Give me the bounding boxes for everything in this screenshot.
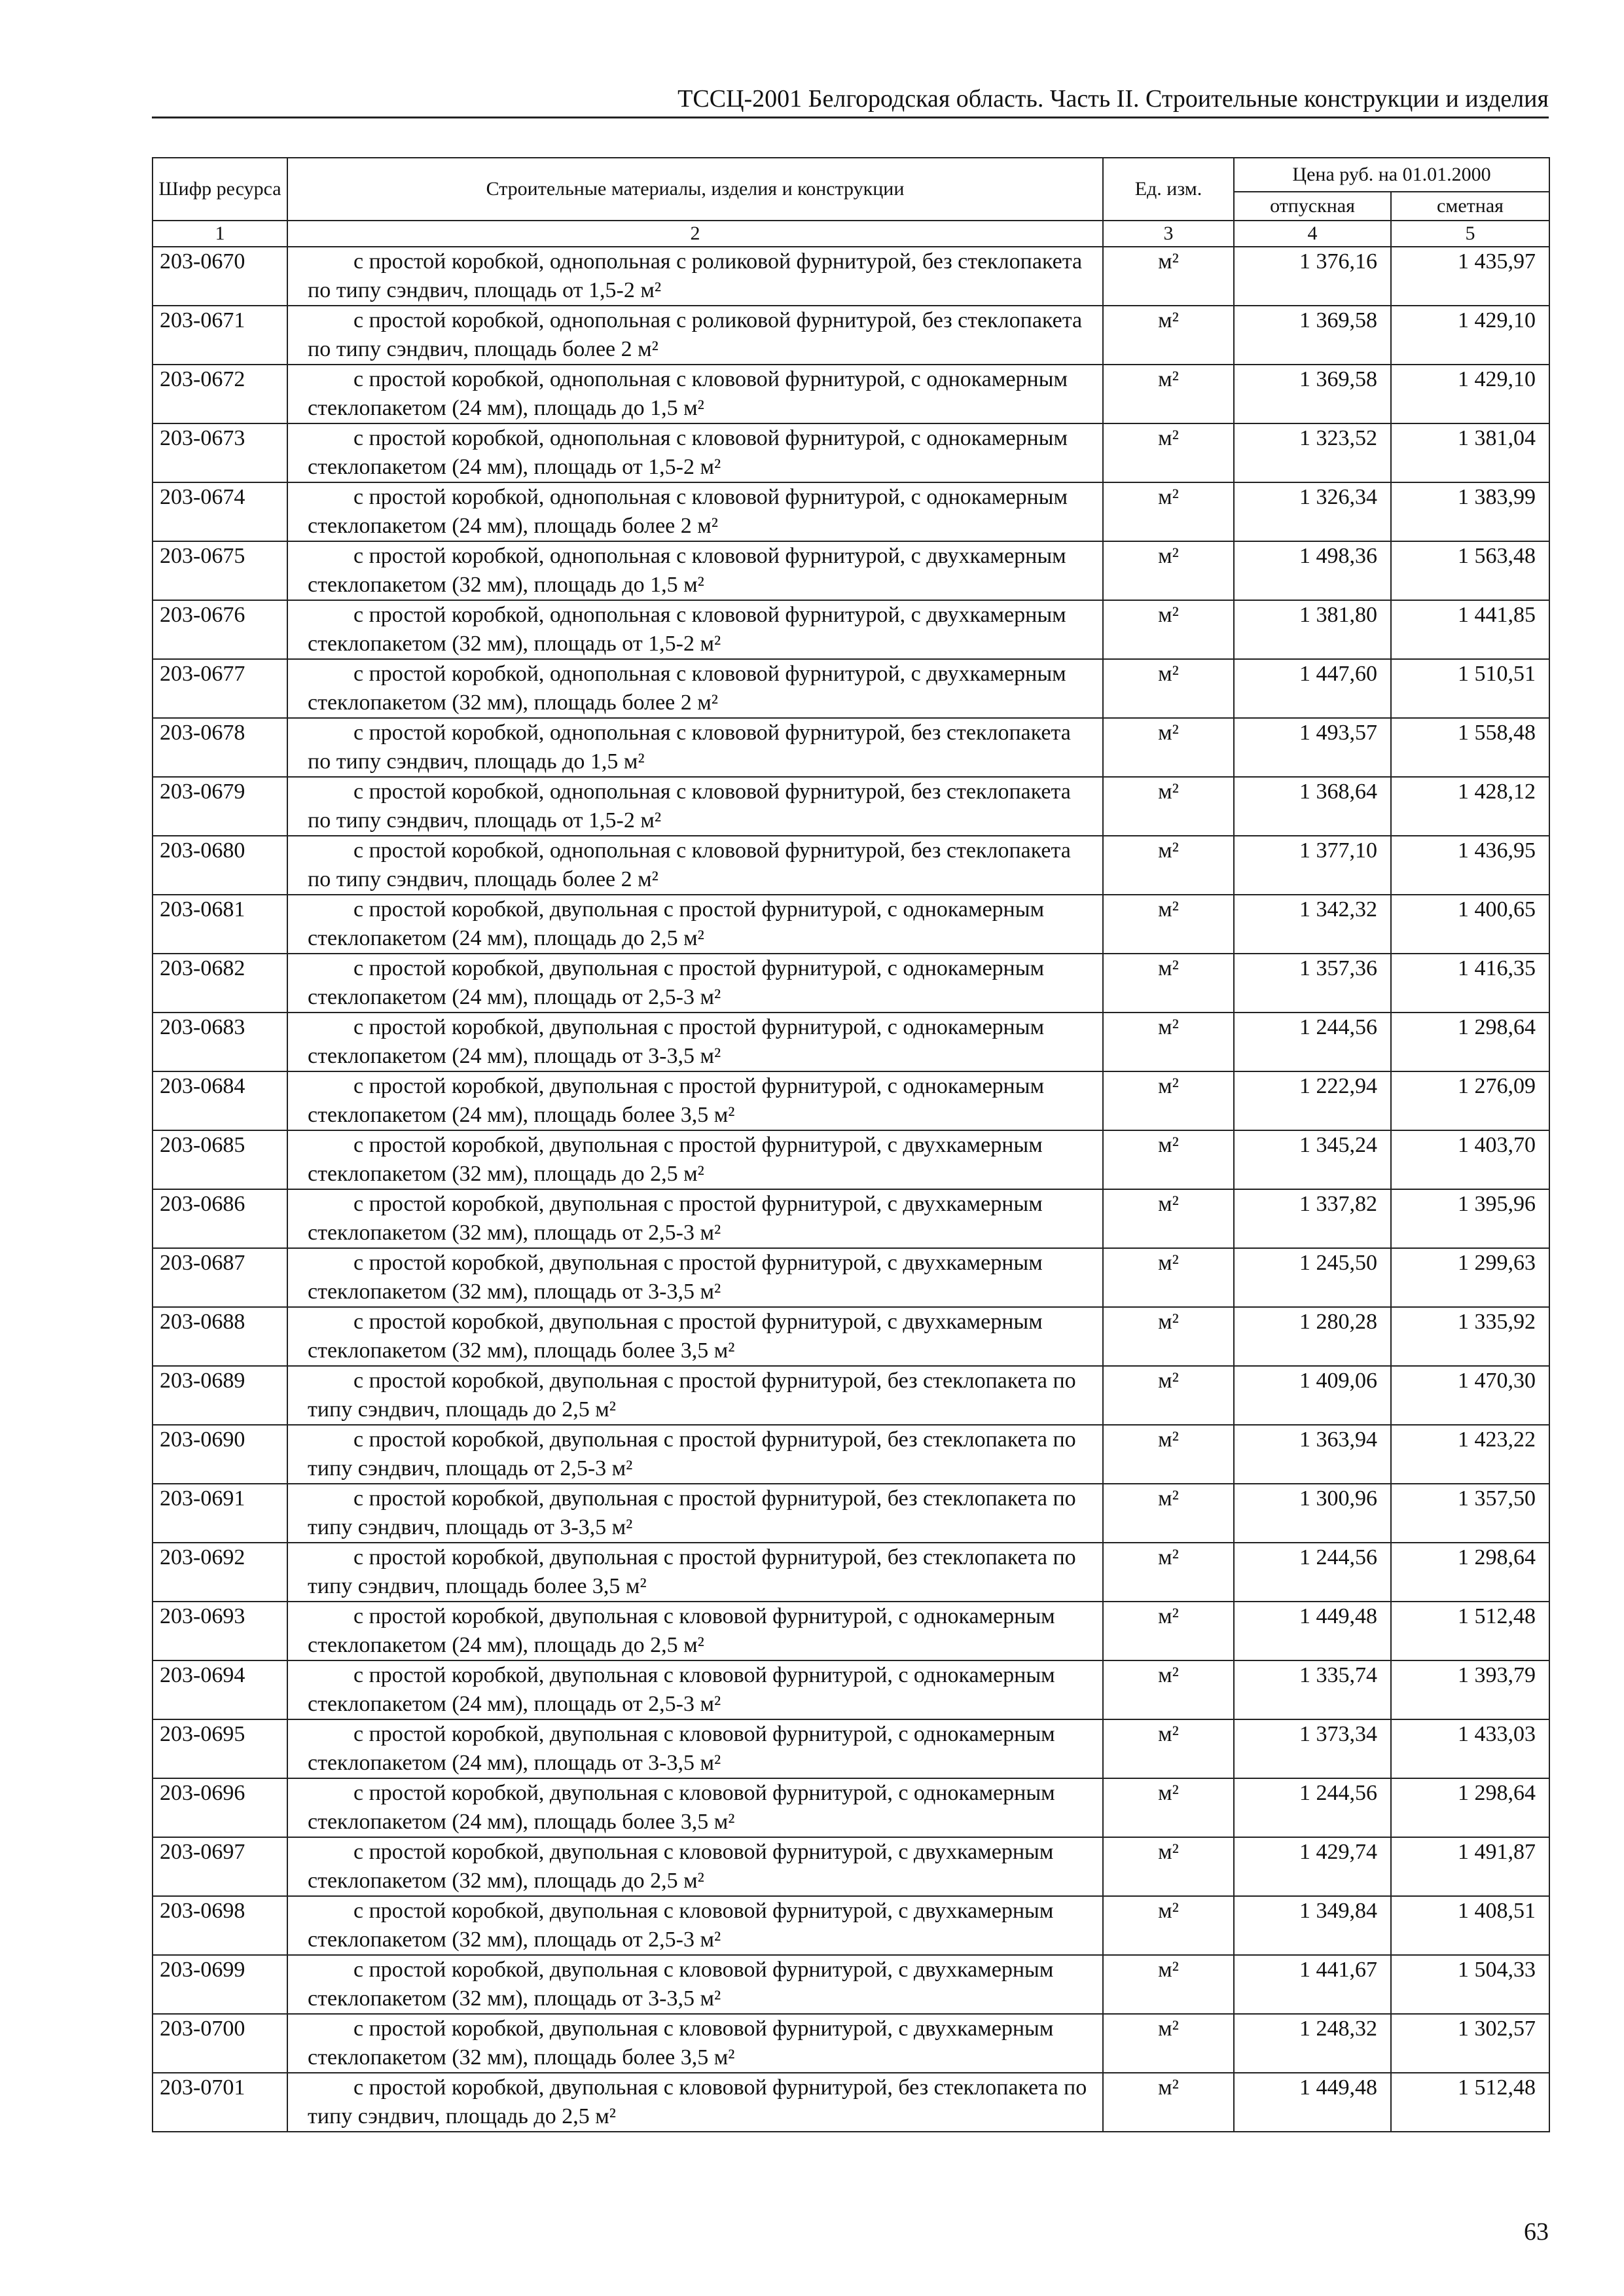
table-row	[153, 1189, 1549, 1248]
table-row	[153, 1660, 1549, 1719]
resource-code: 203-0680	[153, 836, 287, 895]
estimate-price: 1 400,65	[1391, 895, 1549, 954]
resource-code: 203-0671	[153, 306, 287, 365]
table-row	[153, 1896, 1549, 1955]
column-number: 4	[1234, 221, 1391, 247]
estimate-price: 1 436,95	[1391, 836, 1549, 895]
table-row	[153, 1484, 1549, 1543]
unit-cell: м²	[1103, 777, 1234, 836]
item-description: с простой коробкой, двупольная с простой фурнитурой, с однокамерным стеклопакетом (24 мм), площадь до 2,5 м²	[287, 895, 1103, 954]
unit-cell: м²	[1103, 659, 1234, 718]
unit-cell: м²	[1103, 541, 1234, 600]
item-description: с простой коробкой, двупольная с клововой фурнитурой, с двухкамерным стеклопакетом (32 мм), площадь более 3,5 м²	[287, 2014, 1103, 2073]
release-price: 1 248,32	[1234, 2014, 1391, 2073]
release-price: 1 409,06	[1234, 1366, 1391, 1425]
item-description: с простой коробкой, однопольная с клововой фурнитурой, без стеклопакета по типу сэндвич, площадь более 2 м²	[287, 836, 1103, 895]
unit-cell: м²	[1103, 836, 1234, 895]
unit-cell: м²	[1103, 1130, 1234, 1189]
item-description: с простой коробкой, двупольная с простой фурнитурой, без стеклопакета по типу сэндвич, площадь более 3,5 м²	[287, 1543, 1103, 1602]
resource-code: 203-0677	[153, 659, 287, 718]
item-description: с простой коробкой, двупольная с простой фурнитурой, с двухкамерным стеклопакетом (32 мм), площадь от 2,5-3 м²	[287, 1189, 1103, 1248]
release-price: 1 326,34	[1234, 482, 1391, 541]
unit-cell: м²	[1103, 247, 1234, 306]
item-description: с простой коробкой, двупольная с простой фурнитурой, с двухкамерным стеклопакетом (32 мм), площадь от 3-3,5 м²	[287, 1248, 1103, 1307]
table-row	[153, 365, 1549, 423]
release-price: 1 335,74	[1234, 1660, 1391, 1719]
unit-cell: м²	[1103, 2014, 1234, 2073]
table-row	[153, 1719, 1549, 1778]
release-price: 1 381,80	[1234, 600, 1391, 659]
estimate-price: 1 558,48	[1391, 718, 1549, 777]
table-row	[153, 2073, 1549, 2132]
estimate-price: 1 441,85	[1391, 600, 1549, 659]
estimate-price: 1 276,09	[1391, 1071, 1549, 1130]
table-row	[153, 895, 1549, 954]
resource-code: 203-0701	[153, 2073, 287, 2132]
resource-code: 203-0683	[153, 1013, 287, 1071]
item-description: с простой коробкой, однопольная с клововой фурнитурой, с однокамерным стеклопакетом (24 мм), площадь более 2 м²	[287, 482, 1103, 541]
table-row	[153, 1248, 1549, 1307]
table-row	[153, 718, 1549, 777]
estimate-price: 1 428,12	[1391, 777, 1549, 836]
release-price: 1 449,48	[1234, 2073, 1391, 2132]
unit-cell: м²	[1103, 1719, 1234, 1778]
item-description: с простой коробкой, однопольная с роликовой фурнитурой, без стеклопакета по типу сэндвич, площадь более 2 м²	[287, 306, 1103, 365]
release-price: 1 349,84	[1234, 1896, 1391, 1955]
table-row	[153, 1955, 1549, 2014]
estimate-price: 1 395,96	[1391, 1189, 1549, 1248]
unit-cell: м²	[1103, 1248, 1234, 1307]
table-row	[153, 482, 1549, 541]
column-number: 2	[287, 221, 1103, 247]
estimate-price: 1 435,97	[1391, 247, 1549, 306]
table-row	[153, 1071, 1549, 1130]
estimate-price: 1 423,22	[1391, 1425, 1549, 1484]
unit-cell: м²	[1103, 1660, 1234, 1719]
resource-code: 203-0689	[153, 1366, 287, 1425]
release-price: 1 345,24	[1234, 1130, 1391, 1189]
item-description: с простой коробкой, двупольная с простой фурнитурой, с однокамерным стеклопакетом (24 мм), площадь от 2,5-3 м²	[287, 954, 1103, 1013]
table-row	[153, 1307, 1549, 1366]
unit-cell: м²	[1103, 482, 1234, 541]
table-row	[153, 2014, 1549, 2073]
table-row	[153, 659, 1549, 718]
unit-cell: м²	[1103, 1837, 1234, 1896]
release-price: 1 245,50	[1234, 1248, 1391, 1307]
column-number: 5	[1391, 221, 1549, 247]
resource-code: 203-0676	[153, 600, 287, 659]
resource-code: 203-0681	[153, 895, 287, 954]
estimate-price: 1 298,64	[1391, 1013, 1549, 1071]
release-price: 1 369,58	[1234, 365, 1391, 423]
unit-cell: м²	[1103, 1013, 1234, 1071]
page-number: 63	[1524, 2218, 1549, 2246]
unit-cell: м²	[1103, 1307, 1234, 1366]
unit-cell: м²	[1103, 2073, 1234, 2132]
unit-cell: м²	[1103, 423, 1234, 482]
item-description: с простой коробкой, однопольная с клововой фурнитурой, с двухкамерным стеклопакетом (32 мм), площадь до 1,5 м²	[287, 541, 1103, 600]
unit-cell: м²	[1103, 718, 1234, 777]
item-description: с простой коробкой, двупольная с простой фурнитурой, без стеклопакета по типу сэндвич, площадь до 2,5 м²	[287, 1366, 1103, 1425]
estimate-price: 1 357,50	[1391, 1484, 1549, 1543]
estimate-price: 1 298,64	[1391, 1543, 1549, 1602]
release-price: 1 441,67	[1234, 1955, 1391, 2014]
resource-code: 203-0682	[153, 954, 287, 1013]
item-description: с простой коробкой, двупольная с клововой фурнитурой, с двухкамерным стеклопакетом (32 мм), площадь до 2,5 м²	[287, 1837, 1103, 1896]
unit-cell: м²	[1103, 954, 1234, 1013]
release-price: 1 323,52	[1234, 423, 1391, 482]
resource-code: 203-0674	[153, 482, 287, 541]
unit-cell: м²	[1103, 1071, 1234, 1130]
estimate-price: 1 470,30	[1391, 1366, 1549, 1425]
page-header	[152, 82, 1549, 118]
item-description: с простой коробкой, двупольная с клововой фурнитурой, с однокамерным стеклопакетом (24 мм), площадь от 3-3,5 м²	[287, 1719, 1103, 1778]
item-description: с простой коробкой, двупольная с простой фурнитурой, с двухкамерным стеклопакетом (32 мм), площадь более 3,5 м²	[287, 1307, 1103, 1366]
release-price: 1 342,32	[1234, 895, 1391, 954]
item-description: с простой коробкой, двупольная с клововой фурнитурой, с однокамерным стеклопакетом (24 мм), площадь до 2,5 м²	[287, 1602, 1103, 1660]
item-description: с простой коробкой, однопольная с клововой фурнитурой, с двухкамерным стеклопакетом (32 мм), площадь от 1,5-2 м²	[287, 600, 1103, 659]
release-price: 1 337,82	[1234, 1189, 1391, 1248]
table-body	[153, 247, 1549, 2132]
resource-code: 203-0699	[153, 1955, 287, 2014]
release-price: 1 493,57	[1234, 718, 1391, 777]
unit-cell: м²	[1103, 306, 1234, 365]
release-price: 1 377,10	[1234, 836, 1391, 895]
item-description: с простой коробкой, двупольная с клововой фурнитурой, с двухкамерным стеклопакетом (32 мм), площадь от 2,5-3 м²	[287, 1896, 1103, 1955]
resource-code: 203-0679	[153, 777, 287, 836]
table-row	[153, 1130, 1549, 1189]
resource-code: 203-0684	[153, 1071, 287, 1130]
estimate-price: 1 491,87	[1391, 1837, 1549, 1896]
table-row	[153, 1425, 1549, 1484]
resource-code: 203-0690	[153, 1425, 287, 1484]
price-table	[152, 157, 1550, 2132]
unit-cell: м²	[1103, 1484, 1234, 1543]
release-price: 1 498,36	[1234, 541, 1391, 600]
item-description: с простой коробкой, двупольная с клововой фурнитурой, с однокамерным стеклопакетом (24 мм), площадь более 3,5 м²	[287, 1778, 1103, 1837]
release-price: 1 300,96	[1234, 1484, 1391, 1543]
table-row	[153, 836, 1549, 895]
unit-cell: м²	[1103, 1189, 1234, 1248]
resource-code: 203-0697	[153, 1837, 287, 1896]
item-description: с простой коробкой, однопольная с клововой фурнитурой, без стеклопакета по типу сэндвич, площадь от 1,5-2 м²	[287, 777, 1103, 836]
item-description: с простой коробкой, двупольная с клововой фурнитурой, с однокамерным стеклопакетом (24 мм), площадь от 2,5-3 м²	[287, 1660, 1103, 1719]
unit-cell: м²	[1103, 1425, 1234, 1484]
estimate-price: 1 512,48	[1391, 2073, 1549, 2132]
resource-code: 203-0695	[153, 1719, 287, 1778]
release-price: 1 244,56	[1234, 1543, 1391, 1602]
table-row	[153, 1543, 1549, 1602]
item-description: с простой коробкой, двупольная с простой фурнитурой, без стеклопакета по типу сэндвич, площадь от 2,5-3 м²	[287, 1425, 1103, 1484]
estimate-price: 1 403,70	[1391, 1130, 1549, 1189]
table-row	[153, 541, 1549, 600]
header-code: Шифр ресурса	[153, 158, 287, 221]
item-description: с простой коробкой, однопольная с клововой фурнитурой, с однокамерным стеклопакетом (24 мм), площадь до 1,5 м²	[287, 365, 1103, 423]
resource-code: 203-0685	[153, 1130, 287, 1189]
estimate-price: 1 433,03	[1391, 1719, 1549, 1778]
estimate-price: 1 512,48	[1391, 1602, 1549, 1660]
release-price: 1 280,28	[1234, 1307, 1391, 1366]
release-price: 1 222,94	[1234, 1071, 1391, 1130]
column-numbers-row	[153, 221, 1549, 247]
estimate-price: 1 504,33	[1391, 1955, 1549, 2014]
resource-code: 203-0700	[153, 2014, 287, 2073]
resource-code: 203-0694	[153, 1660, 287, 1719]
release-price: 1 447,60	[1234, 659, 1391, 718]
estimate-price: 1 416,35	[1391, 954, 1549, 1013]
item-description: с простой коробкой, однопольная с клововой фурнитурой, с однокамерным стеклопакетом (24 мм), площадь от 1,5-2 м²	[287, 423, 1103, 482]
estimate-price: 1 381,04	[1391, 423, 1549, 482]
table-row	[153, 1602, 1549, 1660]
estimate-price: 1 408,51	[1391, 1896, 1549, 1955]
release-price: 1 363,94	[1234, 1425, 1391, 1484]
item-description: с простой коробкой, двупольная с простой фурнитурой, с двухкамерным стеклопакетом (32 мм), площадь до 2,5 м²	[287, 1130, 1103, 1189]
unit-cell: м²	[1103, 895, 1234, 954]
resource-code: 203-0693	[153, 1602, 287, 1660]
item-description: с простой коробкой, однопольная с роликовой фурнитурой, без стеклопакета по типу сэндвич, площадь от 1,5-2 м²	[287, 247, 1103, 306]
release-price: 1 449,48	[1234, 1602, 1391, 1660]
resource-code: 203-0672	[153, 365, 287, 423]
resource-code: 203-0673	[153, 423, 287, 482]
resource-code: 203-0691	[153, 1484, 287, 1543]
release-price: 1 357,36	[1234, 954, 1391, 1013]
header-unit: Ед. изм.	[1103, 158, 1234, 221]
resource-code: 203-0687	[153, 1248, 287, 1307]
release-price: 1 373,34	[1234, 1719, 1391, 1778]
table-row	[153, 1366, 1549, 1425]
estimate-price: 1 383,99	[1391, 482, 1549, 541]
unit-cell: м²	[1103, 1778, 1234, 1837]
estimate-price: 1 429,10	[1391, 365, 1549, 423]
resource-code: 203-0692	[153, 1543, 287, 1602]
document-title: ТССЦ-2001 Белгородская область. Часть II. Строительные конструкции и изделия	[677, 85, 1549, 113]
item-description: с простой коробкой, двупольная с простой фурнитурой, с однокамерным стеклопакетом (24 мм), площадь от 3-3,5 м²	[287, 1013, 1103, 1071]
table-row	[153, 1778, 1549, 1837]
unit-cell: м²	[1103, 1366, 1234, 1425]
item-description: с простой коробкой, однопольная с клововой фурнитурой, с двухкамерным стеклопакетом (32 мм), площадь более 2 м²	[287, 659, 1103, 718]
release-price: 1 429,74	[1234, 1837, 1391, 1896]
estimate-price: 1 563,48	[1391, 541, 1549, 600]
column-number: 3	[1103, 221, 1234, 247]
item-description: с простой коробкой, однопольная с клововой фурнитурой, без стеклопакета по типу сэндвич, площадь до 1,5 м²	[287, 718, 1103, 777]
release-price: 1 368,64	[1234, 777, 1391, 836]
resource-code: 203-0678	[153, 718, 287, 777]
estimate-price: 1 335,92	[1391, 1307, 1549, 1366]
release-price: 1 369,58	[1234, 306, 1391, 365]
estimate-price: 1 298,64	[1391, 1778, 1549, 1837]
column-number: 1	[153, 221, 287, 247]
table-row	[153, 600, 1549, 659]
table-row	[153, 777, 1549, 836]
table-row	[153, 247, 1549, 306]
table-row	[153, 306, 1549, 365]
item-description: с простой коробкой, двупольная с простой фурнитурой, с однокамерным стеклопакетом (24 мм), площадь более 3,5 м²	[287, 1071, 1103, 1130]
unit-cell: м²	[1103, 1896, 1234, 1955]
unit-cell: м²	[1103, 600, 1234, 659]
table-row	[153, 1013, 1549, 1071]
resource-code: 203-0696	[153, 1778, 287, 1837]
unit-cell: м²	[1103, 365, 1234, 423]
estimate-price: 1 510,51	[1391, 659, 1549, 718]
resource-code: 203-0698	[153, 1896, 287, 1955]
resource-code: 203-0675	[153, 541, 287, 600]
resource-code: 203-0686	[153, 1189, 287, 1248]
table-row	[153, 954, 1549, 1013]
item-description: с простой коробкой, двупольная с клововой фурнитурой, без стеклопакета по типу сэндвич, площадь до 2,5 м²	[287, 2073, 1103, 2132]
unit-cell: м²	[1103, 1543, 1234, 1602]
header-price: Цена руб. на 01.01.2000	[1234, 158, 1549, 192]
release-price: 1 244,56	[1234, 1013, 1391, 1071]
resource-code: 203-0670	[153, 247, 287, 306]
resource-code: 203-0688	[153, 1307, 287, 1366]
estimate-price: 1 393,79	[1391, 1660, 1549, 1719]
estimate-price: 1 429,10	[1391, 306, 1549, 365]
table-row	[153, 423, 1549, 482]
header-name: Строительные материалы, изделия и конструкции	[287, 158, 1103, 221]
unit-cell: м²	[1103, 1602, 1234, 1660]
header-release-price: отпускная	[1234, 192, 1391, 221]
estimate-price: 1 299,63	[1391, 1248, 1549, 1307]
header-estimate-price: сметная	[1391, 192, 1549, 221]
release-price: 1 244,56	[1234, 1778, 1391, 1837]
table-row	[153, 1837, 1549, 1896]
unit-cell: м²	[1103, 1955, 1234, 2014]
release-price: 1 376,16	[1234, 247, 1391, 306]
item-description: с простой коробкой, двупольная с простой фурнитурой, без стеклопакета по типу сэндвич, площадь от 3-3,5 м²	[287, 1484, 1103, 1543]
item-description: с простой коробкой, двупольная с клововой фурнитурой, с двухкамерным стеклопакетом (32 мм), площадь от 3-3,5 м²	[287, 1955, 1103, 2014]
estimate-price: 1 302,57	[1391, 2014, 1549, 2073]
